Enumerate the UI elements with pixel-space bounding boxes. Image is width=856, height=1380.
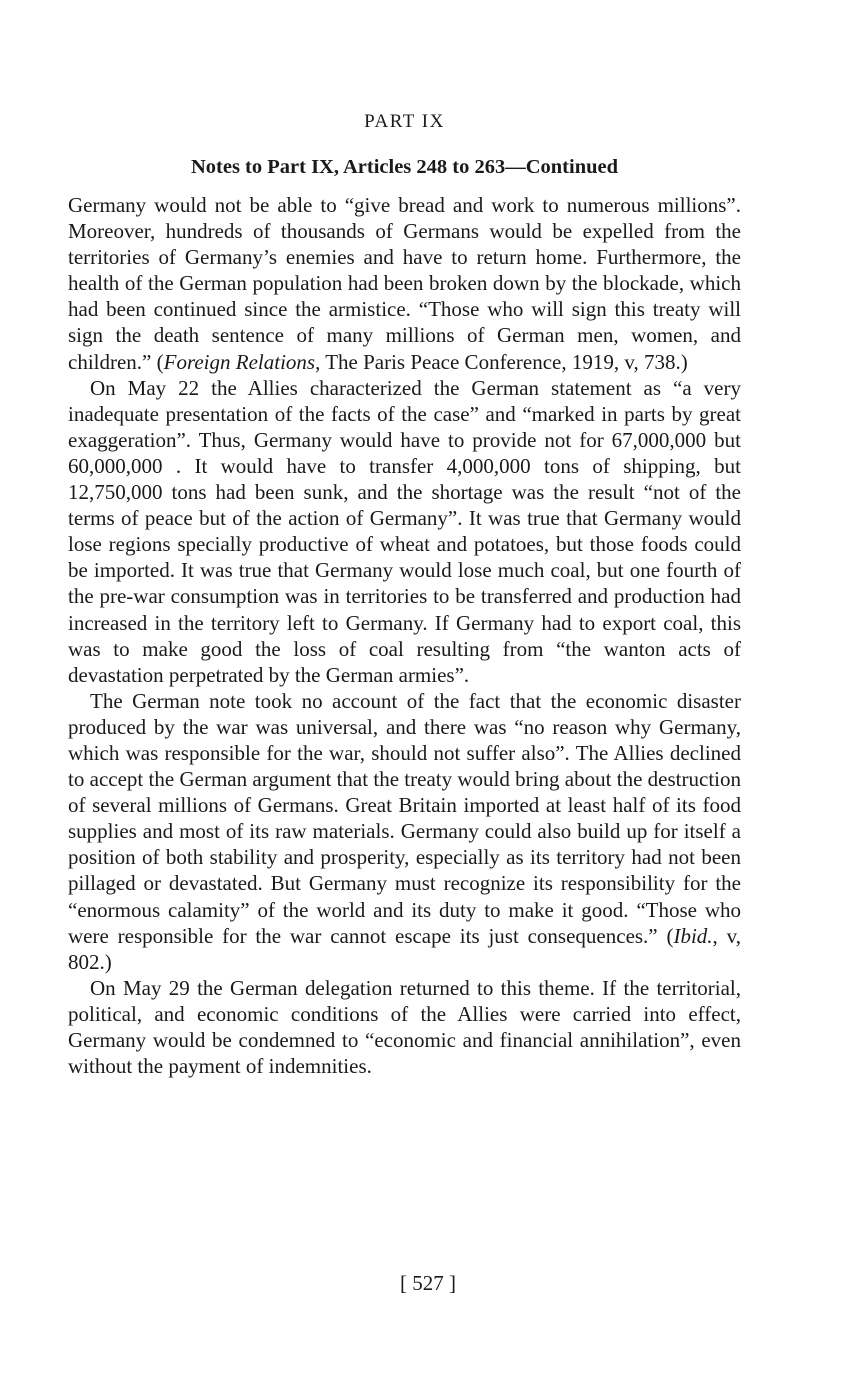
paragraph-1-citation-tail: , The Paris Peace Conference, 1919, v, 738.): [315, 349, 688, 374]
citation-foreign-relations: Foreign Relations: [163, 349, 316, 374]
paragraph-1-text: Germany would not be able to “give bread and work to numerous millions”. Moreover, hundreds of thousands of Germans would be expelled from the territories of Germany’s enemies and have to return home. Furthermore, the health of the German population had been broken down by the blockade, which had been continued since the armistice. “Those who will sign this treaty will sign the death sentence of many millions of German men, women, and children.” (: [68, 193, 741, 374]
paragraph-3-text: The German note took no account of the fact that the economic disaster produced by the war was universal, and there was “no reason why Germany, which was responsible for the war, should not suffer also”. The Allies declined to accept the German argument that the treaty would bring about the destruction of several millions of Germans. Great Britain imported at least half of its food supplies and most of its raw materials. Germany could also build up for itself a position of both stability and prosperity, especially as its territory had not been pillaged or devastated. But Germany must recognize its responsibility for the “enormous calamity” of the world and its duty to make it good. “Those who were responsible for the war cannot escape its just consequences.” (: [68, 688, 741, 948]
paragraph-3: [68, 688, 741, 975]
page-body: [68, 108, 741, 1079]
citation-ibid: Ibid.: [673, 923, 713, 948]
paragraph-1: [68, 192, 741, 375]
paragraph-3-citation-tail: , v, 802.): [68, 923, 741, 974]
paragraph-2: On May 22 the Allies characterized the German statement as “a very inadequate presentation of the facts of the case” and “marked in parts by great exaggeration”. Thus, Germany would have to provide not for 67,000,000 but 60,000,000 . It would have to transfer 4,000,000 tons of shipping, but 12,750,000 tons had been sunk, and the shortage was the result “not of the terms of peace but of the action of Germany”. It was true that Germany would lose regions specially productive of wheat and potatoes, but those foods could be imported. It was true that Germany would lose much coal, but one fourth of the pre-war consumption was in territories to be transferred and production had increased in the territory left to Germany. If Germany had to export coal, this was to make good the loss of coal resulting from “the wanton acts of devastation perpetrated by the German armies”.: [68, 375, 741, 687]
part-title: PART IX: [364, 111, 445, 132]
page-number: [ 527 ]: [400, 1271, 456, 1295]
paragraph-4: On May 29 the German delegation returned to this theme. If the territorial, political, and economic conditions of the Allies were carried into effect, Germany would be condemned to “economic and financial annihilation”, even without the payment of indemnities.: [68, 975, 741, 1079]
section-heading: Notes to Part IX, Articles 248 to 263—Continued: [190, 156, 619, 178]
